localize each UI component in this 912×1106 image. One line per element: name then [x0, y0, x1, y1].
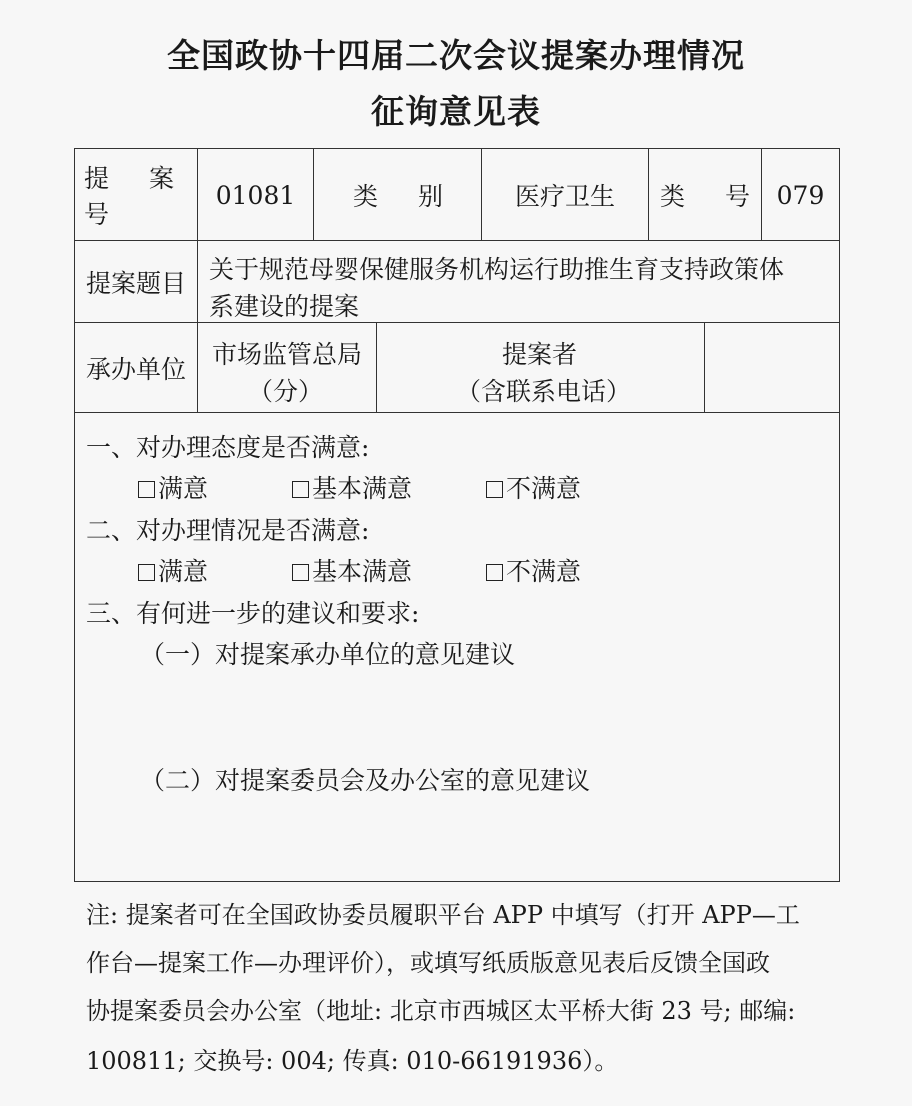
handling-unit-line2: （分）: [248, 377, 324, 406]
proposal-number-value: 01081: [215, 180, 296, 210]
question-1: 一、对办理态度是否满意:: [86, 433, 370, 462]
option-label: 满意: [158, 474, 209, 503]
checkbox-icon[interactable]: [138, 481, 155, 498]
suggestion-for-committee: （二）对提案委员会及办公室的意见建议: [140, 766, 591, 795]
checkbox-icon[interactable]: [486, 564, 503, 581]
category-value: 医疗卫生: [514, 182, 615, 211]
proposal-title-line2: 系建设的提案: [209, 292, 360, 321]
q2-option-basically-satisfied[interactable]: [292, 552, 412, 588]
option-label: 满意: [158, 557, 209, 586]
checkbox-icon[interactable]: [292, 564, 309, 581]
form-title-line1: 全国政协十四届二次会议提案办理情况: [167, 36, 745, 75]
checkbox-icon[interactable]: [292, 481, 309, 498]
checkbox-icon[interactable]: [486, 481, 503, 498]
q1-option-basically-satisfied[interactable]: [292, 469, 412, 505]
option-label: 基本满意: [312, 474, 413, 503]
option-label: 不满意: [506, 557, 582, 586]
q1-option-satisfied[interactable]: [138, 469, 208, 505]
proposer-contact-value[interactable]: [705, 323, 839, 412]
category-label: 类 别: [353, 182, 459, 211]
question-3: 三、有何进一步的建议和要求:: [86, 599, 420, 628]
checkbox-icon[interactable]: [138, 564, 155, 581]
form-title-line2: 征询意见表: [371, 92, 541, 131]
note-line1: 注: 提案者可在全国政协委员履职平台 APP 中填写（打开 APP—工: [86, 901, 800, 929]
option-label: 基本满意: [312, 557, 413, 586]
handling-unit-line1: 市场监管总局: [212, 340, 363, 369]
note-line2: 作台—提案工作—办理评价），或填写纸质版意见表后反馈全国政: [86, 949, 770, 977]
handling-unit-label: 承办单位: [85, 354, 186, 384]
col-divider: [376, 322, 377, 412]
suggestion-for-handling-unit: （一）对提案承办单位的意见建议: [140, 640, 516, 669]
note-line4: 100811; 交换号: 004; 传真: 010-66191936）。: [86, 1047, 619, 1075]
proposer-label-line1: 提案者: [502, 340, 578, 369]
q2-option-unsatisfied[interactable]: [486, 552, 581, 588]
class-number-value: 079: [776, 180, 825, 210]
option-label: 不满意: [506, 474, 582, 503]
proposal-number-label: 提 案 号: [84, 164, 190, 229]
note-line3: 协提案委员会办公室（地址: 北京市西城区太平桥大街 23 号; 邮编:: [86, 997, 796, 1025]
proposal-title-label: 提案题目: [85, 268, 186, 298]
proposal-title-line1: 关于规范母婴保健服务机构运行助推生育支持政策体: [209, 255, 785, 284]
class-number-label: 类 号: [660, 182, 766, 211]
proposer-label-line2: （含联系电话）: [456, 377, 632, 406]
q1-option-unsatisfied[interactable]: [486, 469, 581, 505]
question-2: 二、对办理情况是否满意:: [86, 516, 370, 545]
q2-option-satisfied[interactable]: [138, 552, 208, 588]
row-divider: [74, 412, 840, 413]
